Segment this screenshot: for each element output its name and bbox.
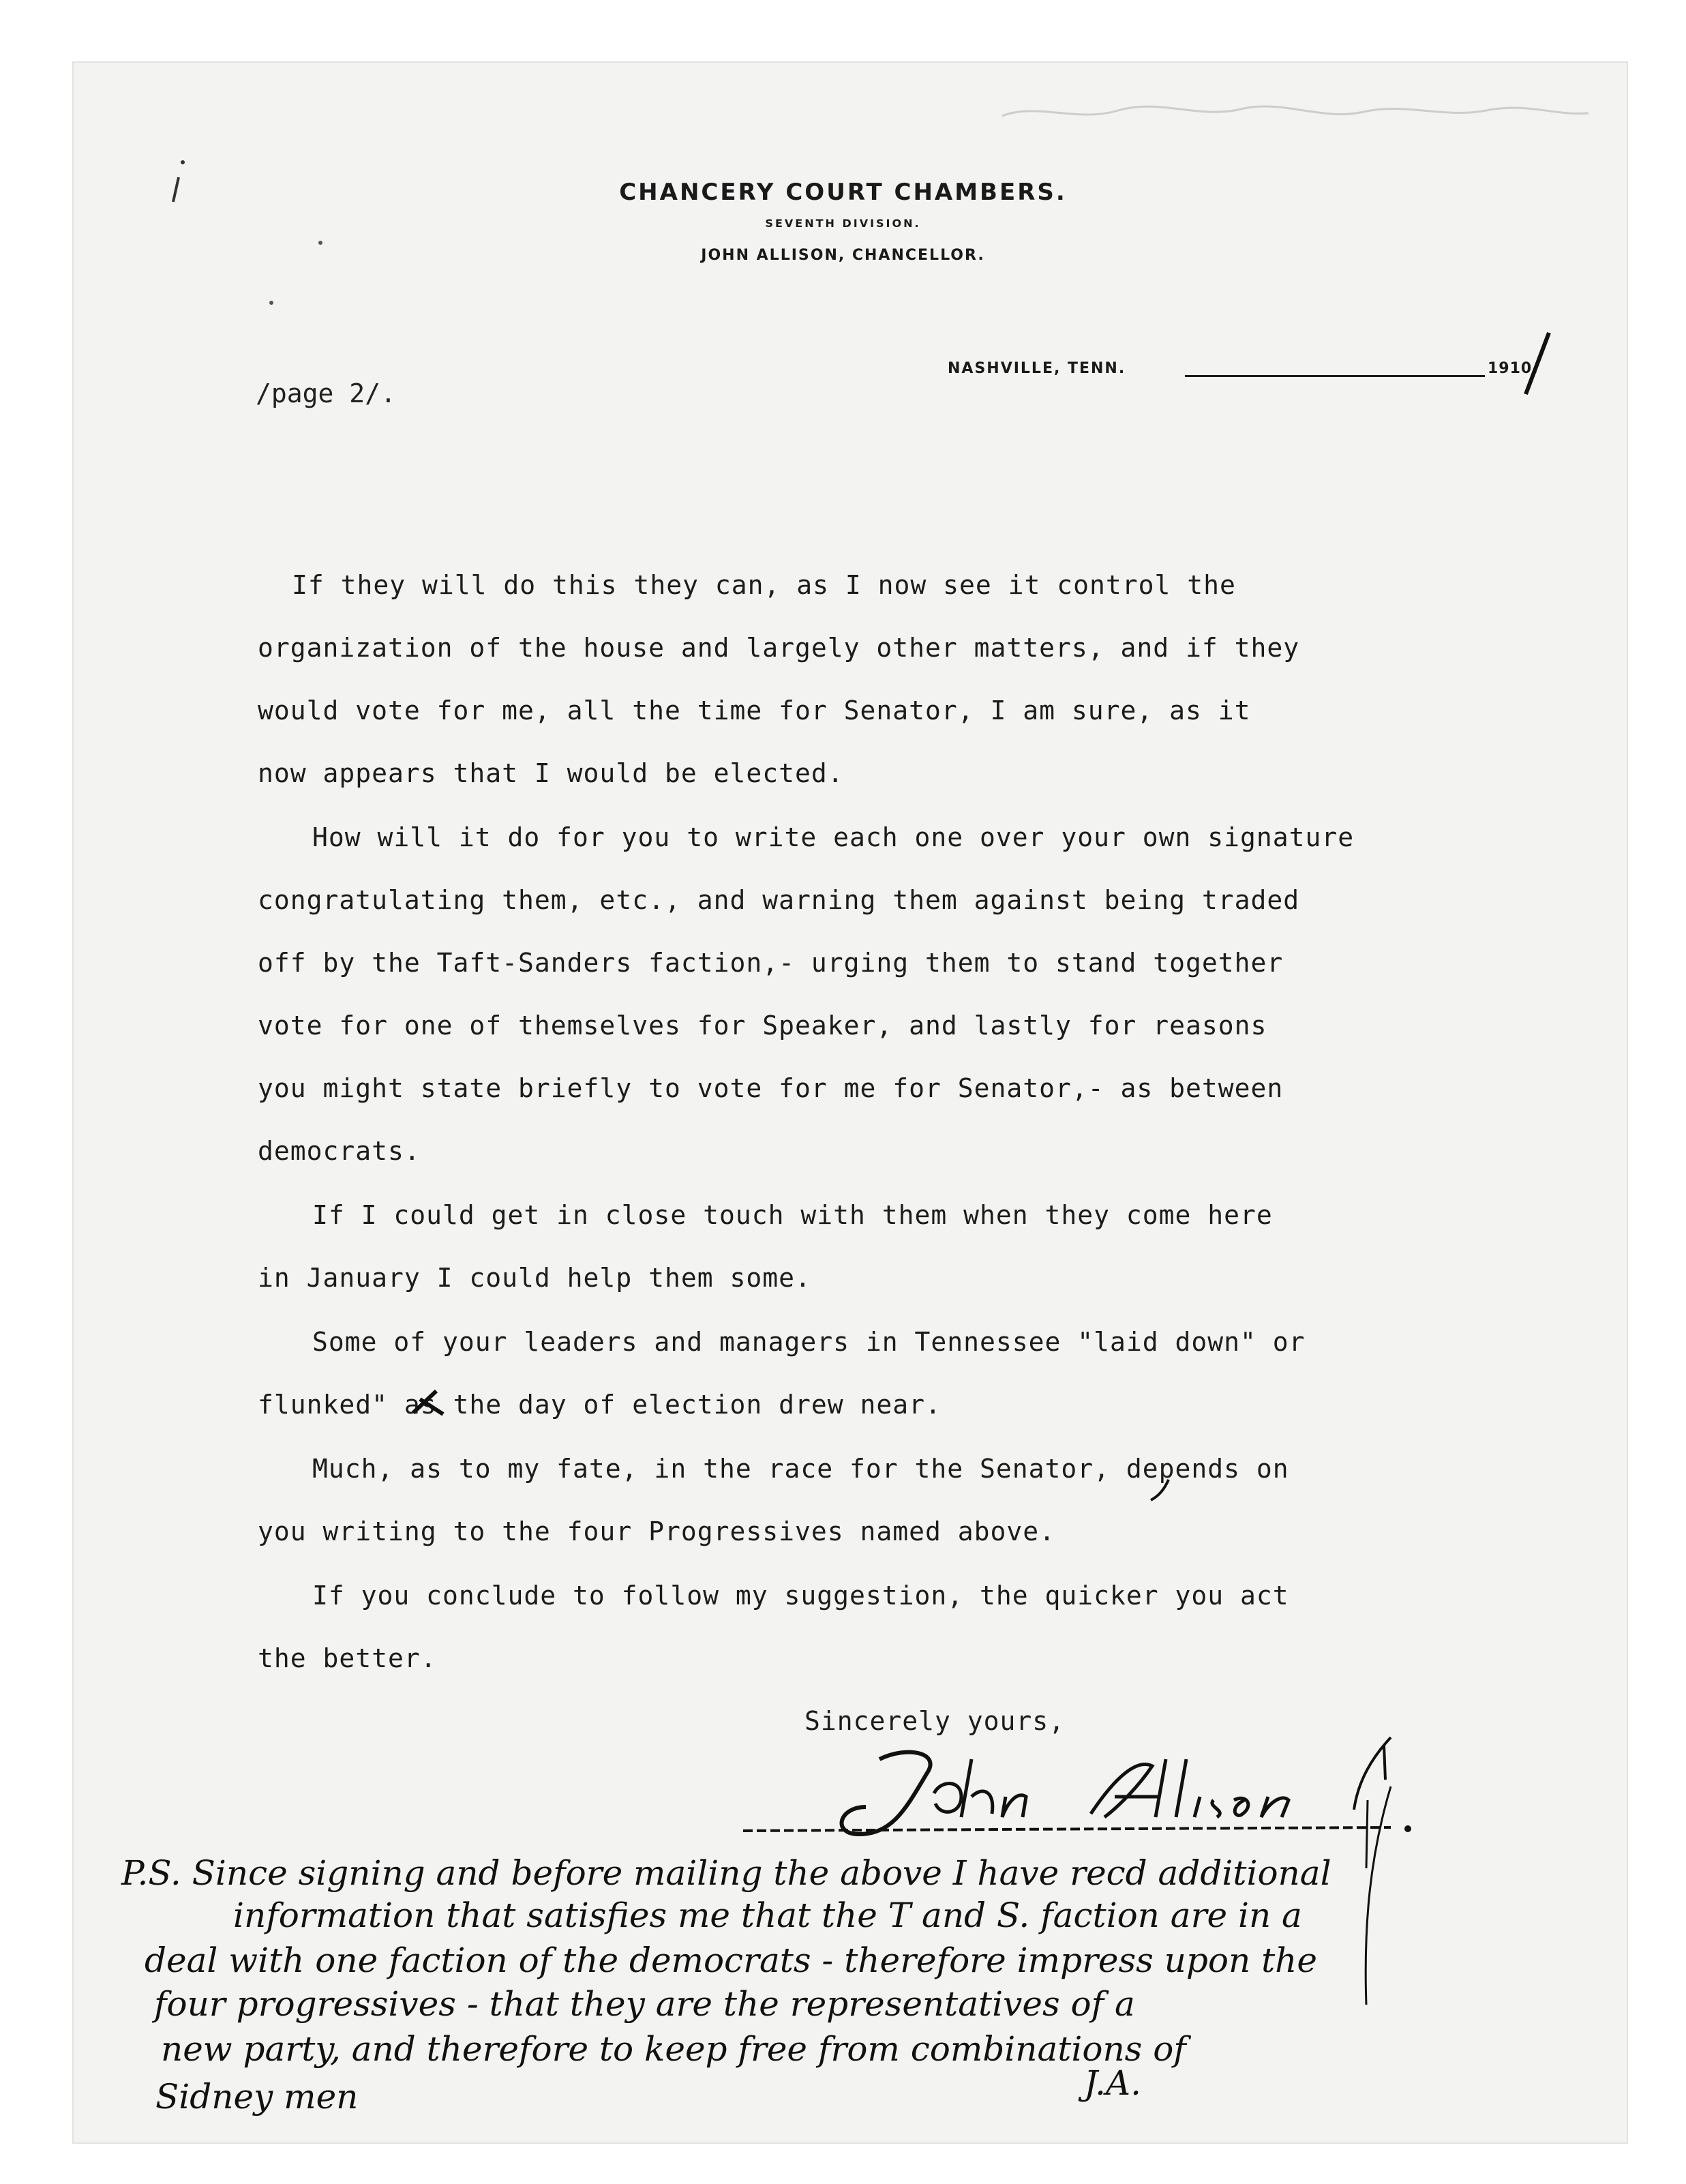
body-line: How will it do for you to write each one over your own signature	[312, 822, 1355, 852]
postscript-line: information that satisfies me that the T and S. faction are in a	[233, 1896, 1302, 1935]
postscript-line: four progressives - that they are the representatives of a	[154, 1984, 1135, 2024]
bleed-through-ink	[995, 95, 1595, 128]
body-line: you writing to the four Progressives named above.	[258, 1516, 1056, 1546]
body-line: If they will do this they can, as I now see it control the	[292, 570, 1236, 600]
body-line: now appears that I would be elected.	[258, 758, 844, 788]
body-line: If I could get in close touch with them when they come here	[312, 1200, 1273, 1230]
body-line: Much, as to my fate, in the race for the Senator, depends on	[312, 1454, 1289, 1484]
body-line: Some of your leaders and managers in Tennessee "laid down" or	[312, 1327, 1306, 1357]
letterhead-division: SEVENTH DIVISION.	[765, 217, 921, 230]
dateline-year: 1910.	[1488, 360, 1539, 377]
postscript-line: new party, and therefore to keep free from combinations of	[161, 2029, 1186, 2069]
body-line: off by the Taft-Sanders faction,- urging them to stand together	[258, 948, 1284, 978]
postscript-line: P.S. Since signing and before mailing the above I have recd additional	[121, 1853, 1331, 1893]
postscript-line: deal with one faction of the democrats - therefore impress upon the	[145, 1941, 1317, 1980]
signature-graphic	[736, 1732, 1425, 1848]
postscript-line: Sidney men	[155, 2077, 359, 2116]
body-line: If you conclude to follow my suggestion, the quicker you act	[312, 1581, 1289, 1611]
letterhead-chancellor: JOHN ALLISON, CHANCELLOR.	[701, 247, 985, 264]
body-line: would vote for me, all the time for Senator, I am sure, as it	[258, 695, 1251, 725]
page-label: /page 2/.	[256, 378, 396, 408]
body-line: in January I could help them some.	[258, 1263, 811, 1293]
postscript-initials: J.A.	[1084, 2063, 1142, 2103]
body-line: you might state briefly to vote for me for Senator,- as between	[258, 1073, 1284, 1103]
dateline-place: NASHVILLE, TENN.	[948, 360, 1126, 377]
letterhead-title: CHANCERY COURT CHAMBERS.	[619, 179, 1067, 206]
body-line: organization of the house and largely other matters, and if they	[258, 633, 1300, 663]
body-line: the better.	[258, 1643, 437, 1673]
body-line: vote for one of themselves for Speaker, and lastly for reasons	[258, 1011, 1267, 1041]
body-line: flunked" as the day of election drew near.	[258, 1390, 942, 1420]
closing: Sincerely yours,	[804, 1706, 1066, 1736]
body-line: democrats.	[258, 1136, 421, 1166]
body-line: congratulating them, etc., and warning them against being traded	[258, 885, 1300, 915]
date-rule	[1185, 375, 1485, 377]
